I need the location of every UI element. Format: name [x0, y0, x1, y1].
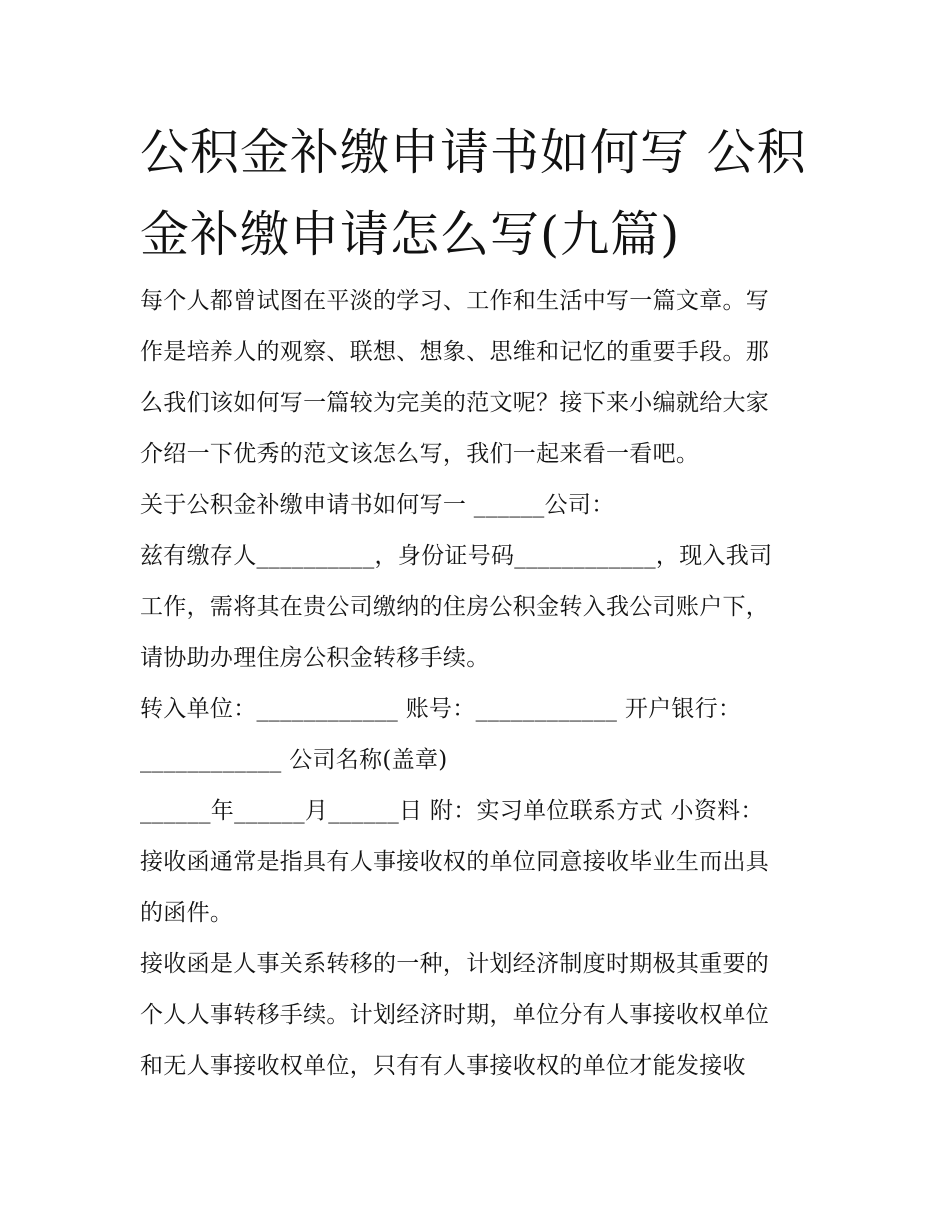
body-line: 和无人事接收权单位，只有有人事接收权的单位才能发接收 — [140, 1053, 746, 1079]
body-line: 请协助办理住房公积金转移手续。 — [140, 645, 490, 671]
body-line: 个人人事转移手续。计划经济时期，单位分有人事接收权单位 — [140, 1002, 770, 1028]
body-line: 工作，需将其在贵公司缴纳的住房公积金转入我公司账户下， — [140, 594, 770, 620]
title-line-1: 公积金补缴申请书如何写 公积 — [140, 124, 807, 181]
body-line: 介绍一下优秀的范文该怎么写，我们一起来看一看吧。 — [140, 441, 700, 467]
body-line: 的函件。 — [140, 900, 234, 926]
body-line: 每个人都曾试图在平淡的学习、工作和生活中写一篇文章。写 — [140, 288, 770, 314]
form-line: ______年______月______日 附：实习单位联系方式 小资料： — [140, 798, 764, 824]
document-title — [140, 112, 820, 276]
body-line: 兹有缴存人__________，身份证号码____________，现入我司 — [140, 543, 773, 569]
title-line-2: 金补缴申请怎么写(九篇) — [140, 206, 681, 263]
body-line: 作是培养人的观察、联想、想象、思维和记忆的重要手段。那 — [140, 339, 770, 365]
body-line: 接收函通常是指具有人事接收权的单位同意接收毕业生而出具 — [140, 849, 770, 875]
section-heading-line: 关于公积金补缴申请书如何写一 ______公司： — [140, 492, 615, 518]
form-line: ____________ 公司名称(盖章) — [140, 747, 448, 773]
body-line: 接收函是人事关系转移的一种，计划经济制度时期极其重要的 — [140, 951, 770, 977]
body-line: 么我们该如何写一篇较为完美的范文呢？接下来小编就给大家 — [140, 390, 770, 416]
document-body — [140, 276, 820, 1092]
form-line: 转入单位：____________ 账号：____________ 开户银行： — [140, 696, 742, 722]
